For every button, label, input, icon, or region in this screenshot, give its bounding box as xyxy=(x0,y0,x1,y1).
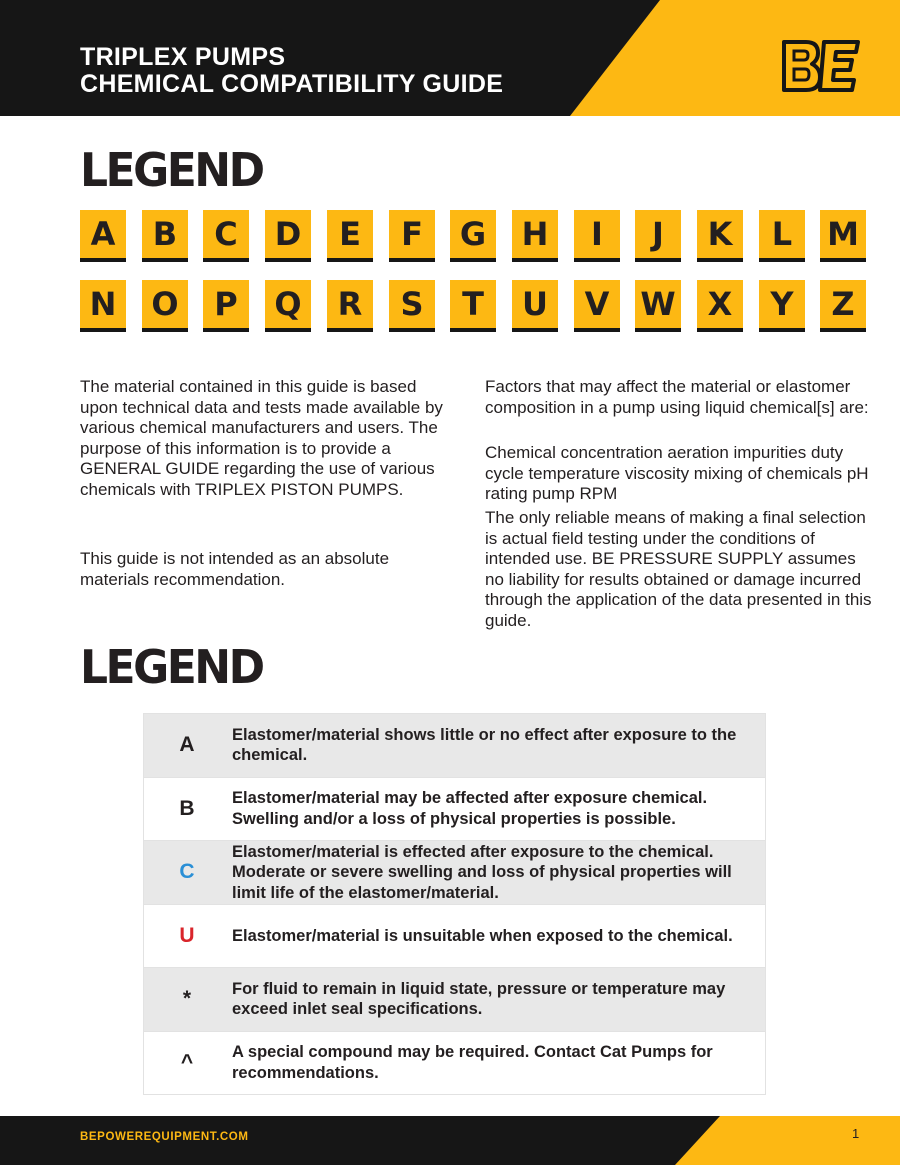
letter-tile-s: S xyxy=(389,280,435,332)
legend-row xyxy=(144,905,765,969)
letter-tile-i: I xyxy=(574,210,620,262)
legend-row xyxy=(144,778,765,842)
letter-tiles-row-1 xyxy=(80,210,863,262)
letter-tile-j: J xyxy=(635,210,681,262)
legend-description: Elastomer/material is unsuitable when exposed to the chemical. xyxy=(232,926,733,945)
letter-tile-p: P xyxy=(203,280,249,332)
legend-table xyxy=(143,713,766,1095)
letter-tile-b: B xyxy=(142,210,188,262)
title-line-2: CHEMICAL COMPATIBILITY GUIDE xyxy=(80,70,504,98)
legend-description: A special compound may be required. Contact Cat Pumps for recommendations. xyxy=(232,1043,713,1082)
legend-description: Elastomer/material may be affected after exposure chemical. Swelling and/or a loss of physical properties is possible. xyxy=(232,789,708,828)
letter-tile-w: W xyxy=(635,280,681,332)
letter-tile-v: V xyxy=(574,280,620,332)
letter-tile-r: R xyxy=(327,280,373,332)
letter-tile-t: T xyxy=(450,280,496,332)
intro-paragraph: The material contained in this guide is based upon technical data and tests made available by various chemical manufacturers and users. The purpose of this information is to provide a GENERAL GUIDE regarding the use of various chemicals with TRIPLEX PISTON PUMPS. xyxy=(80,377,443,499)
legend-row xyxy=(144,841,765,905)
title-line-1: TRIPLEX PUMPS xyxy=(80,43,286,71)
document-title xyxy=(80,44,503,98)
legend-code: * xyxy=(182,987,192,1011)
legend-row xyxy=(144,714,765,778)
legend-code: ^ xyxy=(180,1050,194,1074)
letter-tile-x: X xyxy=(697,280,743,332)
legend-heading-2: LEGEND xyxy=(80,640,263,695)
legend-code: A xyxy=(179,733,195,757)
page-footer xyxy=(0,1116,900,1165)
letter-tile-g: G xyxy=(450,210,496,262)
factors-paragraph: Factors that may affect the material or elastomer composition in a pump using liquid chemical[s] are: xyxy=(485,377,869,417)
letter-tile-n: N xyxy=(80,280,126,332)
page-header xyxy=(0,0,900,116)
legend-code: U xyxy=(179,923,195,947)
letter-tile-q: Q xyxy=(265,280,311,332)
letter-tile-f: F xyxy=(389,210,435,262)
letter-tile-y: Y xyxy=(759,280,805,332)
letter-tile-a: A xyxy=(80,210,126,262)
letter-tile-l: L xyxy=(759,210,805,262)
letter-tiles-row-2 xyxy=(80,280,863,332)
legend-description: Elastomer/material is effected after exposure to the chemical. Moderate or severe swelling and loss of physical properties will limit life of the elastomer/material. xyxy=(232,842,732,902)
legend-description: Elastomer/material shows little or no effect after exposure to the chemical. xyxy=(232,725,737,765)
page-number: 1 xyxy=(852,1126,860,1141)
letter-tile-e: E xyxy=(327,210,373,262)
be-logo-icon xyxy=(780,38,862,94)
letter-tile-c: C xyxy=(203,210,249,262)
letter-tile-o: O xyxy=(142,280,188,332)
letter-tile-u: U xyxy=(512,280,558,332)
website-link[interactable]: BEPOWEREQUIPMENT.COM xyxy=(80,1131,249,1143)
letter-tile-h: H xyxy=(512,210,558,262)
legend-row xyxy=(144,968,765,1032)
legend-code: B xyxy=(179,796,195,820)
letter-tile-m: M xyxy=(820,210,866,262)
factors-list-paragraph: Chemical concentration aeration impurities duty cycle temperature viscosity mixing of chemicals pH rating pump RPM xyxy=(485,443,869,503)
legend-row xyxy=(144,1032,765,1096)
letter-tile-k: K xyxy=(697,210,743,262)
legend-heading: LEGEND xyxy=(80,143,263,198)
legend-description: For fluid to remain in liquid state, pressure or temperature may exceed inlet seal specifications. xyxy=(232,979,726,1019)
letter-tile-d: D xyxy=(265,210,311,262)
disclaimer-paragraph: This guide is not intended as an absolute materials recommendation. xyxy=(80,549,390,589)
letter-tile-z: Z xyxy=(820,280,866,332)
legend-code: C xyxy=(179,860,195,884)
liability-paragraph: The only reliable means of making a final selection is actual field testing under the conditions of intended use. BE PRESSURE SUPPLY assumes no liability for results obtained or damage incurred through the application of the data presented in this guide. xyxy=(485,508,872,630)
